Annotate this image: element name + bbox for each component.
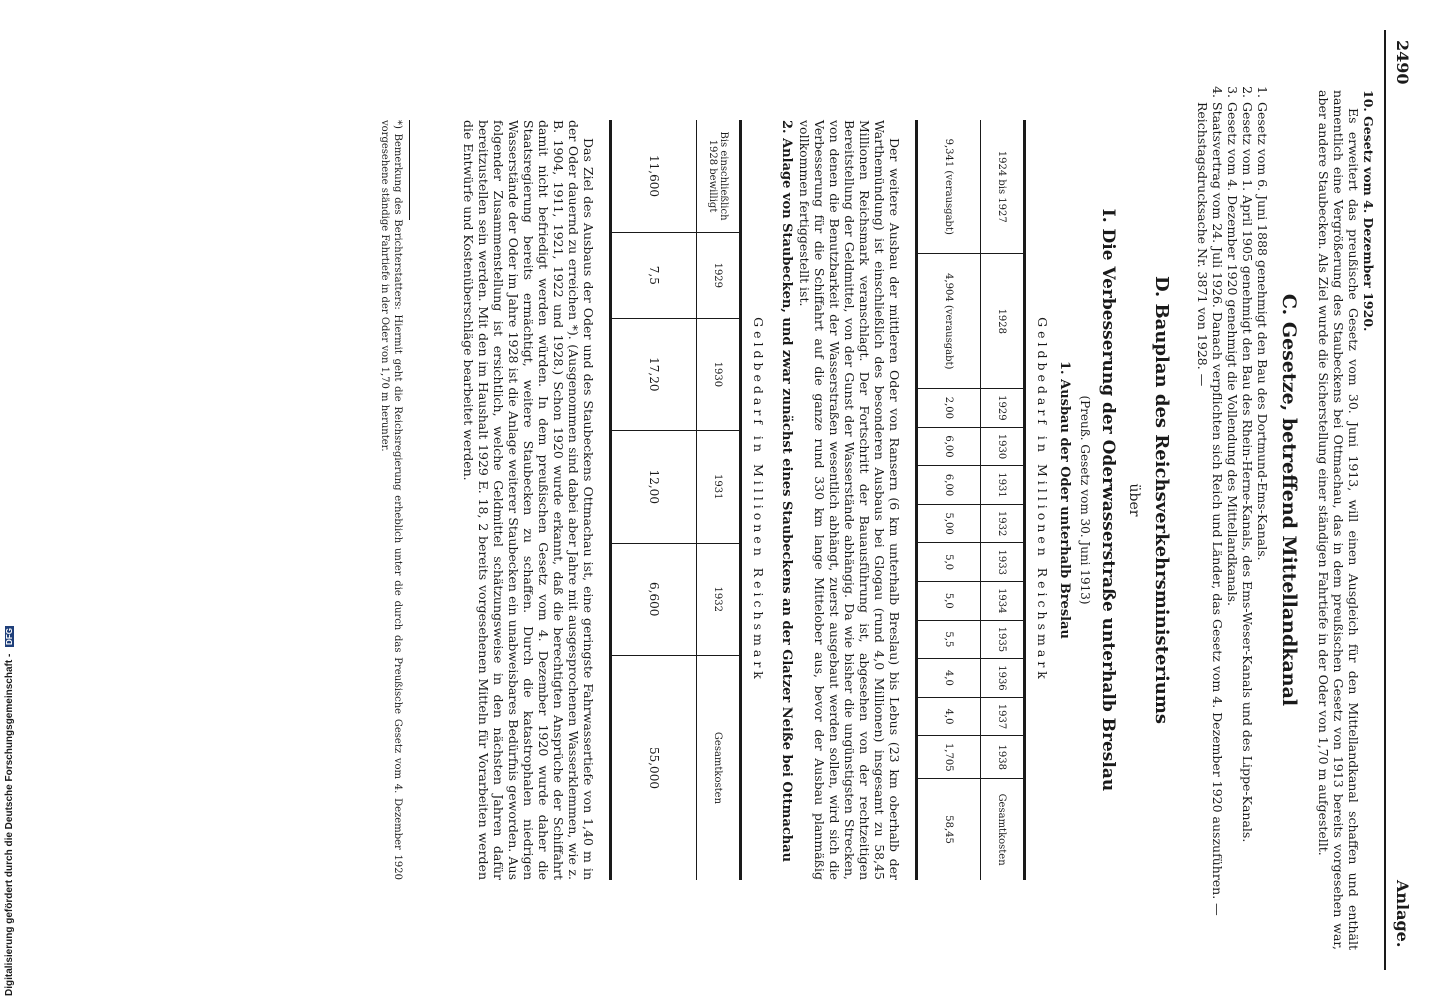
table-staubecken-costs — [609, 120, 742, 880]
section-c-item: 1. Gesetz vom 6. Juni 1888 genehmigt den Bau des Dortmund-Ems-Kanals. — [1255, 102, 1270, 950]
table-oder-costs — [915, 120, 1026, 880]
digitization-credit — [4, 626, 15, 996]
table2-header: 1930 — [697, 318, 741, 430]
table2-header: Gesamtkosten — [697, 655, 741, 880]
table1-header: 1931 — [981, 466, 1025, 505]
table1-cell: 4,904 (verausgabt) — [917, 254, 981, 389]
section-c-item: 3. Gesetz vom 4. Dezember 1920 genehmigt die Vollendung des Mittellandkanals. — [1225, 102, 1240, 950]
table1-cell: 5,0 — [917, 543, 981, 582]
paragraph-oder-ausbau: Der weitere Ausbau der mittleren Oder von Ransern (6 km unterhalb Breslau) bis Lebus (23 km oberhalb der Warthemündung) ist einschließlich des besonderen Ausbaus bei Glogau (rund 4,0 Millionen) insgesamt zu 58,45 Millionen Reichsmark veranschlagt. Der Fortschritt der Bauausführung ist, abgesehen von der rechtzeitigen Bereitstellung der Geldmittel, von der Gunst der Wasserstände abhängig. Da wie bisher die ungünstigsten Strecken, von denen die Benutzbarkeit der Wasserstraßen wesentlich abhängt, zuerst ausgebaut werden sollen, wird sich die Verbesserung für die Schiffahrt auf die ganze rund 330 km lange Mittelober aus, bevor der Ausbau planmäßig vollkommen fertiggestellt ist. — [797, 120, 902, 880]
table2-cell: 6,600 — [611, 543, 697, 655]
table2-header-row — [697, 120, 741, 880]
table1-cell: 58,45 — [917, 779, 981, 880]
table1-cell: 6,00 — [917, 427, 981, 466]
paragraph-staubecken: Das Ziel des Ausbaus der Oder und des Staubeckens Ottmachau ist, eine geringste Fahrwassertiefe von 1,40 m in der Oder dauernd zu erreichen *). (Ausgenommen sind dabei aber Jahre mit ausgesprochenen Wasserklemmen, wie z. B. 1904, 1911, 1921, 1922 und 1928.) Schon 1920 wurde erkannt, daß die berechtigten Ansprüche der Schiffahrt damit nicht befriedigt werden würden. In dem preußischen Gesetz vom 4. Dezember 1920 wurde daher die Staatsregierung bereits ermächtigt, weitere Staubecken zu schaffen. Durch die katastrophalen niedrigen Wasserstände der Oder im Jahre 1928 ist die Anlage weiterer Staubecken ein unabweisbares Bedürfnis geworden. Aus folgender Zusammenstellung ist ersichtlich, welche Geldmittel schätzungsweise in den nächsten Jahren dafür bereitzustellen sein werden. Mit den im Haushalt 1929 E. 18, 2 bereits vorgesehenen Mitteln für Vorarbeiten werden die Entwürfe und Kostenüberschläge bearbeitet werden. — [461, 120, 596, 880]
table1-header: 1936 — [981, 659, 1025, 698]
table2-cell: 7,5 — [611, 233, 697, 319]
table1-header: 1934 — [981, 582, 1025, 621]
table1-header: 1932 — [981, 504, 1025, 543]
section-c-list — [1195, 80, 1270, 950]
header-rule — [1384, 30, 1386, 970]
table1-header: 1933 — [981, 543, 1025, 582]
section-c-heading: C. Gesetze, betreffend Mittellandkanal — [1278, 293, 1300, 707]
table1-cell: 1,705 — [917, 736, 981, 779]
footnote: *) Bemerkung des Berichterstatters: Hiermit geht die Reichsregierung erheblich unter die durch das Preußische Gesetz vom 4. Dezember 1920 vorgesehene ständige Fahrtiefe in der Oder von 1,70 m herunter. — [379, 120, 403, 880]
table1-cell: 5,0 — [917, 582, 981, 621]
page-number: 2490 — [1393, 40, 1412, 85]
table1-header: Gesamtkosten — [981, 779, 1025, 880]
table1-header-row — [981, 120, 1025, 880]
subsection-2-heading: 2. Anlage von Staubecken, und zwar zunächst eines Staubeckens an der Glatzer Neiße bei Ottmachau — [779, 120, 794, 863]
table1-value-row — [917, 120, 981, 880]
credit-text: Digitalisierung gefördert durch die Deutsche Forschungsgemeinschaft - — [4, 653, 15, 996]
table1-cell: 5,00 — [917, 504, 981, 543]
footnote-rule — [409, 120, 410, 220]
table2-value-row — [611, 120, 697, 880]
table2-header: 1929 — [697, 233, 741, 319]
section-d-heading: D. Bauplan des Reichsverkehrsministeriums — [1151, 275, 1172, 725]
section-d-ueber: über — [1126, 483, 1142, 517]
subsection-1-heading: 1. Ausbau der Oder unterhalb Breslau — [1057, 361, 1072, 639]
table2-header: 1932 — [697, 543, 741, 655]
table1-header: 1924 bis 1927 — [996, 150, 1008, 223]
section-c-item: 2. Gesetz vom 1. April 1905 genehmigt den Bau des Rhein-Herne-Kanals, des Ems-Weser-Kanals und des Lippe-Kanals. — [1240, 102, 1255, 950]
table1-cell: 2,00 — [917, 389, 981, 428]
table1-header: 1935 — [981, 620, 1025, 659]
item10-block — [1316, 90, 1376, 950]
table1-cell: 4,0 — [917, 659, 981, 698]
table2-header: Bis einschließlich 1928 bewilligt — [707, 131, 729, 221]
table2-header: 1931 — [697, 431, 741, 543]
table1-header: 1928 — [981, 254, 1025, 389]
table1-cell: 6,00 — [917, 466, 981, 505]
table1-header: 1929 — [981, 389, 1025, 428]
dfg-logo: DFG — [4, 628, 14, 645]
subsection-i-note: (Preuß. Gesetz vom 30. Juni 1913) — [1078, 395, 1092, 605]
table2-caption: Geldbedarf in Millionen Reichsmark — [751, 317, 766, 683]
table1-cell: 4,0 — [917, 697, 981, 736]
table2-cell: 12,00 — [611, 431, 697, 543]
table2-cell: 55,000 — [611, 655, 697, 880]
item10-text: Es erweitert das preußische Gesetz vom 30. Juni 1913, will einen Ausgleich für den Mittellandkanal schaffen und enthält namentlich eine Vergrößerung des Staubeckens bei Ottmachau, das in dem preußischen Gesetz von 1913 bereits vorgesehen war, aber andere Staubecken. Als Ziel wurde die Sicherstellung einer ständigen Fahrtiefe in der Oder von 1,70 m aufgestellt. — [1316, 90, 1361, 950]
item10-title: 10. Gesetz vom 4. Dezember 1920. — [1361, 90, 1376, 332]
table2-cell: 17,20 — [611, 318, 697, 430]
table1-cell: 9,341 (verausgabt) — [943, 138, 955, 235]
table1-header: 1930 — [981, 427, 1025, 466]
page-heading: Anlage. — [1393, 880, 1412, 948]
table2-cell: 11,600 — [647, 155, 661, 197]
table1-caption: Geldbedarf in Millionen Reichsmark — [1035, 317, 1050, 683]
table1-header: 1938 — [981, 736, 1025, 779]
table1-cell: 5,5 — [917, 620, 981, 659]
subsection-i-heading: I. Die Verbesserung der Oderwasserstraße unterhalb Breslau — [1098, 208, 1118, 792]
table1-header: 1937 — [981, 697, 1025, 736]
section-c-item: 4. Staatsvertrag vom 24. Juli 1926. Danach verpflichten sich Reich und Länder, das Gesetz vom 4. Dezember 1920 auszuführen. — Reichstagsdrucksache Nr. 3871 von 1928. — — [1195, 102, 1225, 950]
